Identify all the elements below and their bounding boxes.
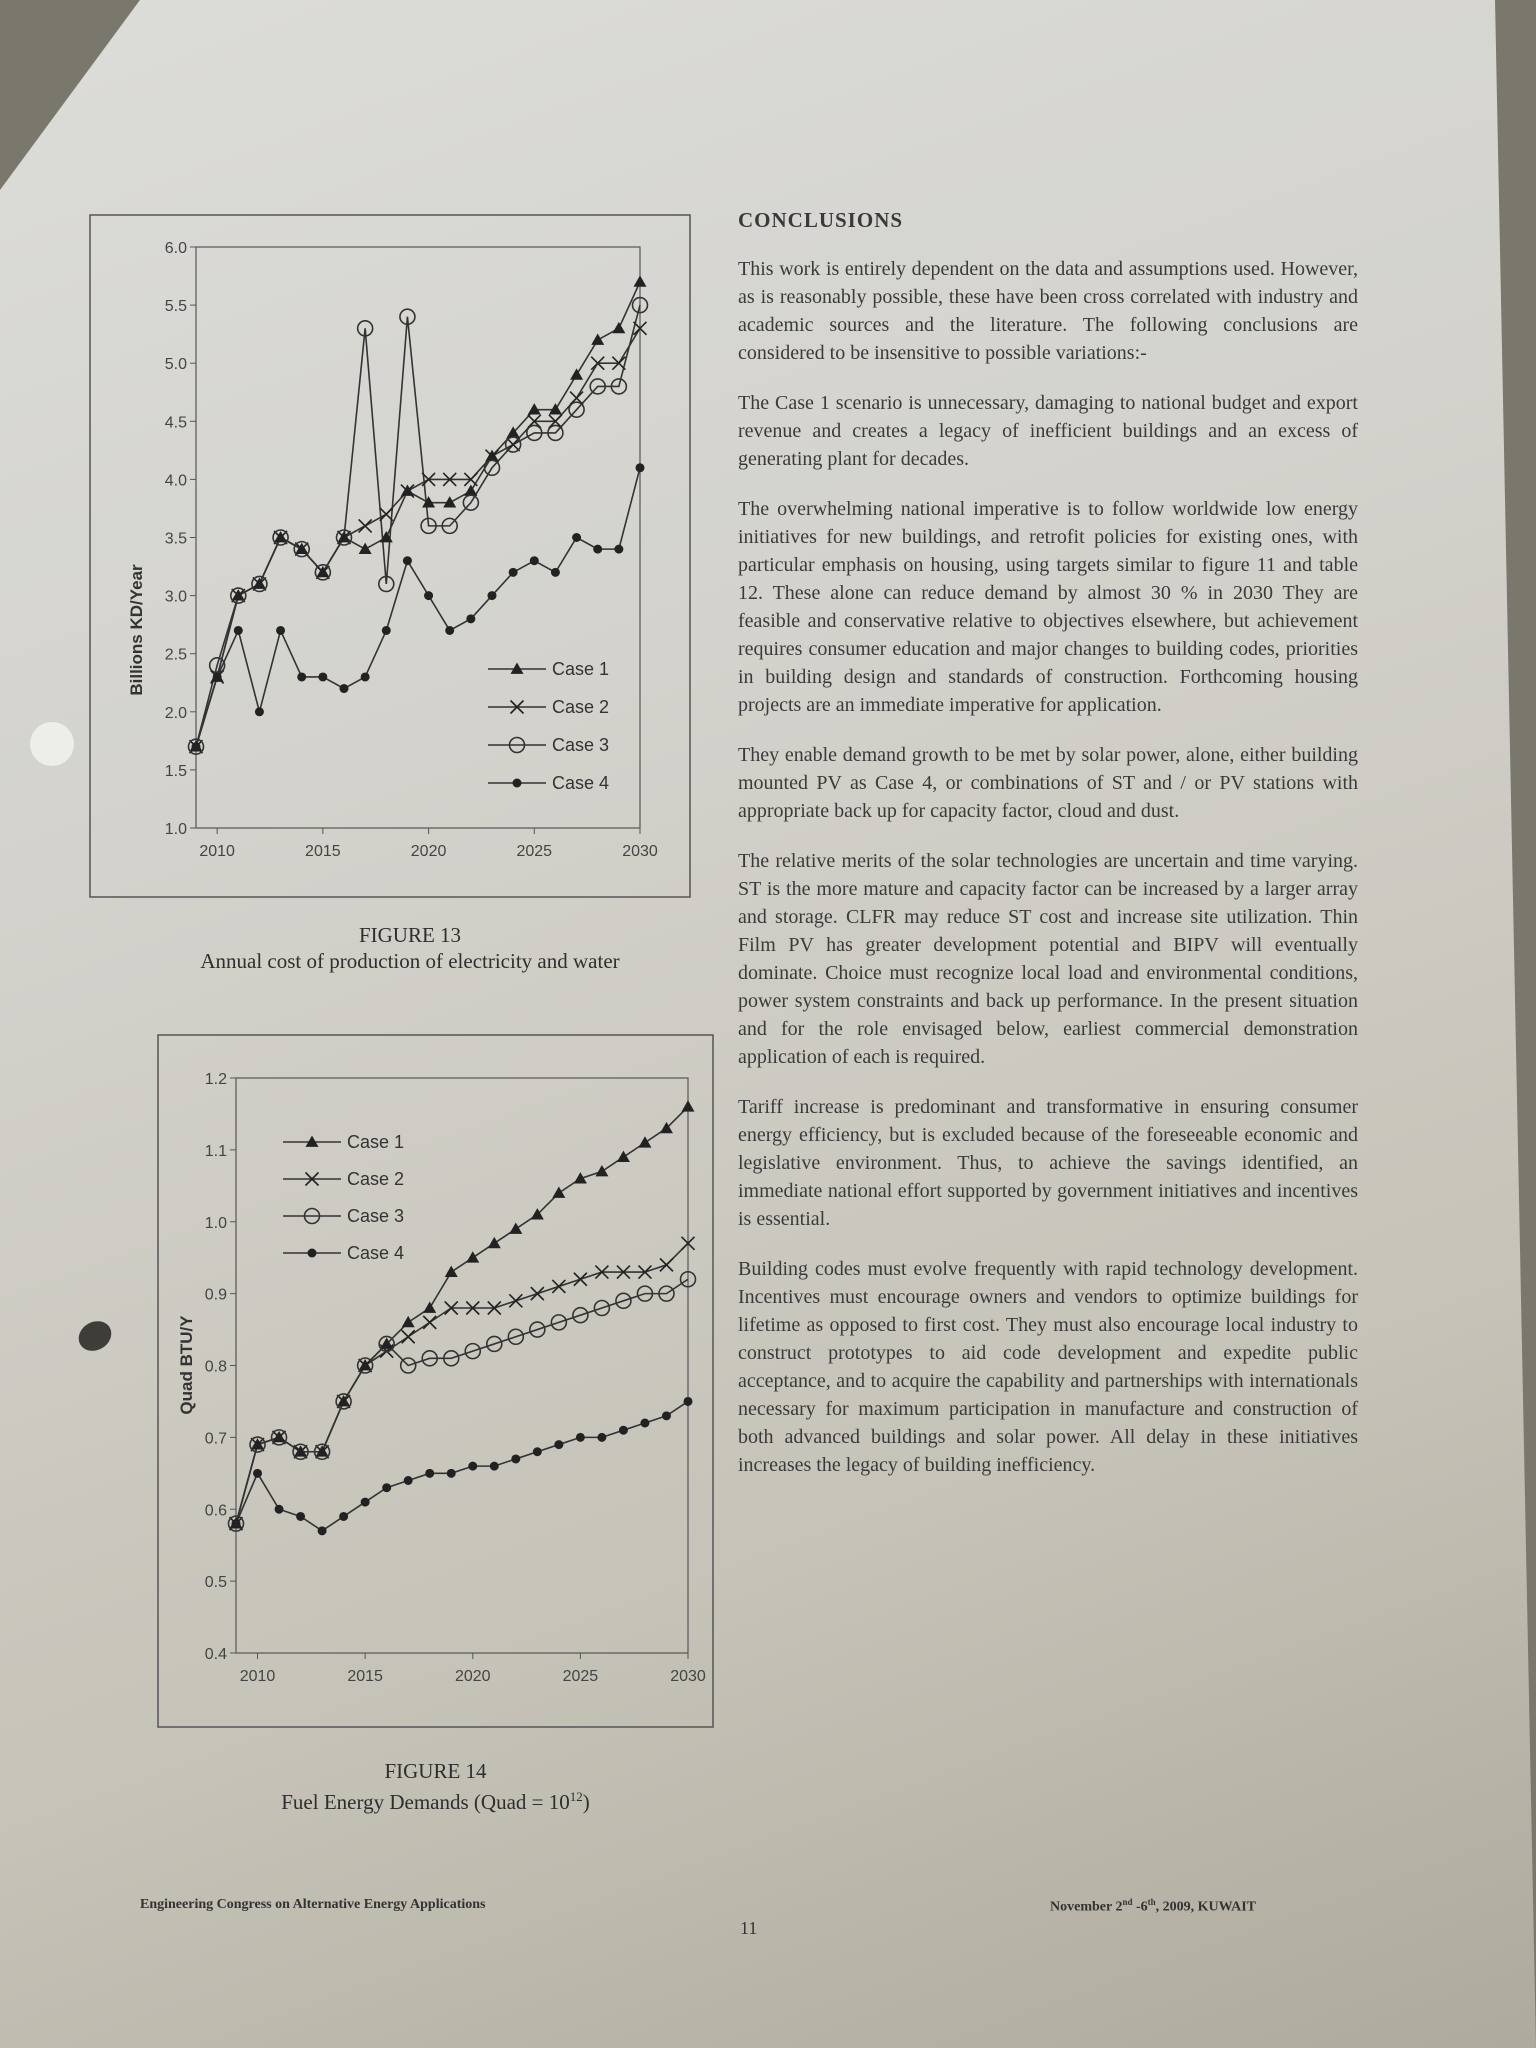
figure-13-xtick-label: 2020: [410, 843, 447, 860]
figure-13-ytick-label: 1.5: [164, 762, 187, 780]
figure-14-series-4-point: [468, 1462, 477, 1471]
conclusion-paragraph-7: Building codes must evolve frequently with rapid technology development. Incentives must encourage owners and vendors to optimize buildings for lifetime as opposed to first cost. They must also encourage local industry to construct prototypes to aid code development and expedite public acceptance, and to acquire the capability and partnerships with internationals necessary for maximum participation in manufacture and construction of both advanced buildings and solar power. All delay in these initiatives increases the legacy of building inefficiency.: [738, 1258, 1358, 1476]
figure-14-series-2-point: [660, 1258, 673, 1271]
conclusions-section: [738, 208, 1358, 1501]
figure-14-series-4-point: [339, 1512, 348, 1521]
figure-13-series-1-point: [612, 322, 625, 333]
figure-13-series-4-point: [382, 626, 391, 635]
figure-13-series-4-point: [361, 672, 370, 681]
figure-14-series-4-point: [597, 1433, 606, 1442]
figure-13-xtick-label: 2015: [305, 843, 341, 860]
figure-13-series-4-point: [255, 707, 264, 716]
figure-14-series-4-point: [511, 1454, 520, 1463]
figure-13-series-4-point: [340, 684, 349, 693]
figure-13-frame: [90, 215, 690, 897]
figure-13-series-4-point: [509, 568, 518, 577]
figure-13-series-1-point: [422, 496, 435, 507]
punch-hole-top: [30, 722, 74, 766]
figure-13-series-4-point: [636, 463, 645, 472]
figure-13-number: FIGURE 13: [358, 923, 462, 947]
figure-14-series-4-point: [662, 1411, 671, 1420]
figure-14-ytick-label: 0.8: [204, 1358, 227, 1376]
figure-13-series-4-point: [593, 545, 602, 554]
figure-14-series-2-point: [574, 1273, 587, 1286]
footer-date-prefix: November 2: [1050, 1899, 1123, 1915]
figure-13-series-4-point: [572, 533, 581, 542]
figure-13-series-1-point: [359, 543, 372, 554]
figure-14-ytick-label: 0.9: [204, 1286, 227, 1304]
figure-14-ylabel: Quad BTU/Y: [177, 1315, 196, 1415]
figure-13-series-4-point: [297, 672, 306, 681]
figure-14-series-4-point: [361, 1498, 370, 1507]
figure-13-legend-marker-1: [511, 663, 524, 674]
figure-14-legend-marker-4: [308, 1249, 317, 1258]
figure-13-xtick-label: 2025: [516, 843, 553, 860]
figure-14-series-4-point: [619, 1426, 628, 1435]
figure-14-xtick-label: 2030: [670, 1668, 706, 1685]
figure-13-ytick-label: 3.0: [164, 588, 187, 606]
figure-13-series-1-point: [549, 403, 562, 414]
figure-14-title: [158, 1784, 713, 1815]
figure-14-ytick-label: 1.2: [204, 1071, 227, 1088]
figure-14-plot-area: [236, 1078, 688, 1653]
conclusion-paragraph-2: The Case 1 scenario is unnecessary, damaging to national budget and export revenue and creates a legacy of inefficient buildings and an excess of generating plant for decades.: [738, 392, 1358, 470]
footer-date-sup1: nd: [1122, 1897, 1133, 1907]
footer-date: [1050, 1897, 1256, 1916]
figure-14-chart: [158, 1035, 713, 1735]
figure-13-legend-label-3: Case 3: [552, 735, 610, 755]
conclusion-paragraph-3: The overwhelming national imperative is to follow worldwide low energy initiatives for new buildings, and retrofit policies for existing ones, with particular emphasis on housing, using targets similar to figure 11 and table 12. These alone can reduce demand by almost 30 % in 2030 They are feasible and conservative relative to objectives elsewhere, but achievement requires consumer education and major changes to building codes, priorities in building design and standards of construction. Forthcoming housing projects are an immediate imperative for application.: [738, 498, 1358, 716]
figure-13-chart: [90, 215, 690, 905]
figure-13-ytick-label: 5.5: [164, 298, 187, 316]
conclusion-paragraph-5: The relative merits of the solar technologies are uncertain and time varying. ST is the more mature and capacity factor can be increased by a larger array and storage. CLFR may reduce ST cost and increase site utilization. Thin Film PV has greater development potential and BIPV will eventually dominate. Choice must recognize local load and environmental conditions, power system constraints and back up performance. In the present situation and for the role envisaged below, earliest commercial demonstration application of each is required.: [738, 850, 1358, 1068]
figure-13-series-4-point: [276, 626, 285, 635]
figure-13-series-2-point: [507, 438, 520, 451]
figure-13-ytick-label: 1.0: [164, 821, 187, 838]
figure-14-series-2-point: [402, 1330, 415, 1343]
figure-14-legend-label-4: Case 4: [347, 1243, 405, 1263]
figure-14-ytick-label: 1.1: [204, 1142, 227, 1160]
figure-14-series-1-point: [445, 1266, 458, 1277]
figure-13-legend-label-2: Case 2: [552, 697, 610, 717]
footer-date-mid: -6: [1132, 1899, 1148, 1915]
conclusion-paragraph-6: Tariff increase is predominant and transformative in ensuring consumer energy efficiency, but is excluded because of the foreseeable economic and legislative environment. Thus, to achieve the savings identified, an immediate national effort supported by government initiatives and incentives is essential.: [738, 1096, 1358, 1230]
figure-13-series-4-point: [488, 591, 497, 600]
figure-13-series-3-line: [196, 305, 640, 747]
figure-14-xtick-label: 2010: [239, 1668, 276, 1685]
figure-13-xtick-label: 2010: [199, 843, 235, 860]
conclusion-paragraph-1: This work is entirely dependent on the data and assumptions used. However, as is reasonably possible, these have been cross correlated with industry and academic sources and the literature. The following conclusions are considered to be insensitive to possible variations:-: [738, 258, 1358, 364]
figure-13-series-4-point: [466, 614, 475, 623]
figure-14-series-4-point: [318, 1526, 327, 1535]
figure-13-series-2-point: [359, 519, 372, 532]
figure-14-legend-label-2: Case 2: [347, 1169, 405, 1189]
figure-13-series-1-point: [634, 275, 647, 286]
figure-13-legend-marker-4: [513, 779, 522, 788]
figure-14-frame: [158, 1035, 713, 1727]
figure-14-series-4-point: [404, 1476, 413, 1485]
figure-14-ytick-label: 0.5: [204, 1574, 227, 1592]
figure-14-series-1-point: [423, 1302, 436, 1313]
figure-13-legend-label-1: Case 1: [552, 659, 610, 679]
figure-14-series-1-point: [402, 1316, 415, 1327]
figure-13-ytick-label: 2.0: [164, 704, 187, 722]
figure-13-title: Annual cost of production of electricity and water: [200, 949, 620, 973]
figure-13-series-4-point: [614, 545, 623, 554]
figure-13-series-1-point: [570, 368, 583, 379]
footer-date-sup2: th: [1147, 1897, 1156, 1907]
figure-13-series-4-point: [530, 556, 539, 565]
figure-13-ytick-label: 3.5: [164, 530, 187, 548]
figure-13-series-4-point: [551, 568, 560, 577]
figure-14-series-1-point: [617, 1151, 630, 1162]
figure-14-series-4-point: [253, 1469, 262, 1478]
figure-13-ytick-label: 2.5: [164, 646, 187, 664]
figure-14-series-2-point: [509, 1294, 522, 1307]
figure-13-series-4-point: [213, 672, 222, 681]
figure-14-legend-marker-1: [306, 1136, 319, 1147]
figure-13-ytick-label: 4.0: [164, 472, 187, 490]
figure-14-series-1-point: [466, 1251, 479, 1262]
figure-14-series-1-point: [488, 1237, 501, 1248]
figure-13-ytick-label: 5.0: [164, 356, 187, 374]
figure-14-series-1-point: [682, 1100, 695, 1111]
figure-14-series-4-point: [576, 1433, 585, 1442]
figure-14-series-2-line: [236, 1243, 688, 1523]
figure-13-series-4-point: [445, 626, 454, 635]
figure-14-series-4-point: [296, 1512, 305, 1521]
figure-14-series-4-point: [425, 1469, 434, 1478]
figure-14-number: FIGURE 14: [384, 1759, 487, 1783]
figure-14-series-2-point: [552, 1280, 565, 1293]
figure-13-ytick-label: 4.5: [164, 414, 187, 432]
figure-14-series-4-point: [490, 1462, 499, 1471]
footer-date-suffix: , 2009, KUWAIT: [1155, 1899, 1257, 1915]
figure-14-caption: [158, 1758, 713, 1815]
figure-14-series-1-line: [236, 1107, 688, 1524]
figure-14-series-3-line: [236, 1279, 688, 1523]
figure-13-series-4-point: [403, 556, 412, 565]
figure-13-caption: [90, 922, 730, 974]
figure-14-series-1-point: [552, 1187, 565, 1198]
figure-14-series-2-point: [531, 1287, 544, 1300]
conclusions-heading: CONCLUSIONS: [738, 208, 904, 232]
figure-14-series-4-point: [275, 1505, 284, 1514]
figure-13-series-4-point: [318, 672, 327, 681]
figure-14-ytick-label: 0.7: [204, 1430, 227, 1448]
figure-13-series-1-point: [464, 485, 477, 496]
figure-14-series-1-point: [595, 1165, 608, 1176]
figure-14-series-4-point: [382, 1483, 391, 1492]
figure-14-series-4-point: [640, 1419, 649, 1428]
figure-14-ytick-label: 1.0: [204, 1214, 227, 1232]
page-number: 11: [740, 1918, 758, 1938]
figure-14-title-suffix: ): [582, 1790, 590, 1814]
figure-13-series-4-point: [192, 742, 201, 751]
figure-13-series-1-point: [443, 496, 456, 507]
conclusion-paragraph-4: They enable demand growth to be met by solar power, alone, either building mounted PV as Case 4, or combinations of ST and / or PV stations with appropriate back up for capacity factor, cloud and dust.: [738, 744, 1358, 822]
figure-13-series-1-point: [591, 333, 604, 344]
figure-14-series-1-point: [638, 1136, 651, 1147]
figure-14-ytick-label: 0.6: [204, 1502, 227, 1520]
figure-14-series-4-point: [232, 1519, 241, 1528]
footer-congress-name: Engineering Congress on Alternative Energy Applications: [140, 1897, 486, 1912]
figure-14-series-4-line: [236, 1401, 688, 1530]
figure-13-series-4-point: [424, 591, 433, 600]
figure-13-legend-label-4: Case 4: [552, 773, 610, 793]
figure-14-xtick-label: 2025: [562, 1668, 599, 1685]
figure-13-xtick-label: 2030: [622, 843, 658, 860]
figure-13-series-4-point: [234, 626, 243, 635]
figure-13-series-1-point: [528, 403, 541, 414]
figure-14-title-prefix: Fuel Energy Demands (Quad = 10: [281, 1790, 570, 1814]
figure-14-series-2-point: [423, 1316, 436, 1329]
figure-14-series-4-point: [533, 1447, 542, 1456]
figure-14-series-4-point: [554, 1440, 563, 1449]
figure-14-xtick-label: 2020: [454, 1668, 491, 1685]
figure-13-ylabel: Billions KD/Year: [127, 564, 146, 696]
figure-14-series-4-point: [684, 1397, 693, 1406]
figure-14-series-1-point: [509, 1222, 522, 1233]
figure-14-ytick-label: 0.4: [204, 1646, 227, 1663]
figure-13-series-2-point: [380, 508, 393, 521]
figure-14-series-4-point: [447, 1469, 456, 1478]
figure-13-ytick-label: 6.0: [164, 240, 187, 257]
figure-14-title-sup: 12: [569, 1789, 583, 1804]
figure-14-xtick-label: 2015: [347, 1668, 383, 1685]
figure-14-legend-label-3: Case 3: [347, 1206, 405, 1226]
figure-14-legend-label-1: Case 1: [347, 1132, 405, 1152]
